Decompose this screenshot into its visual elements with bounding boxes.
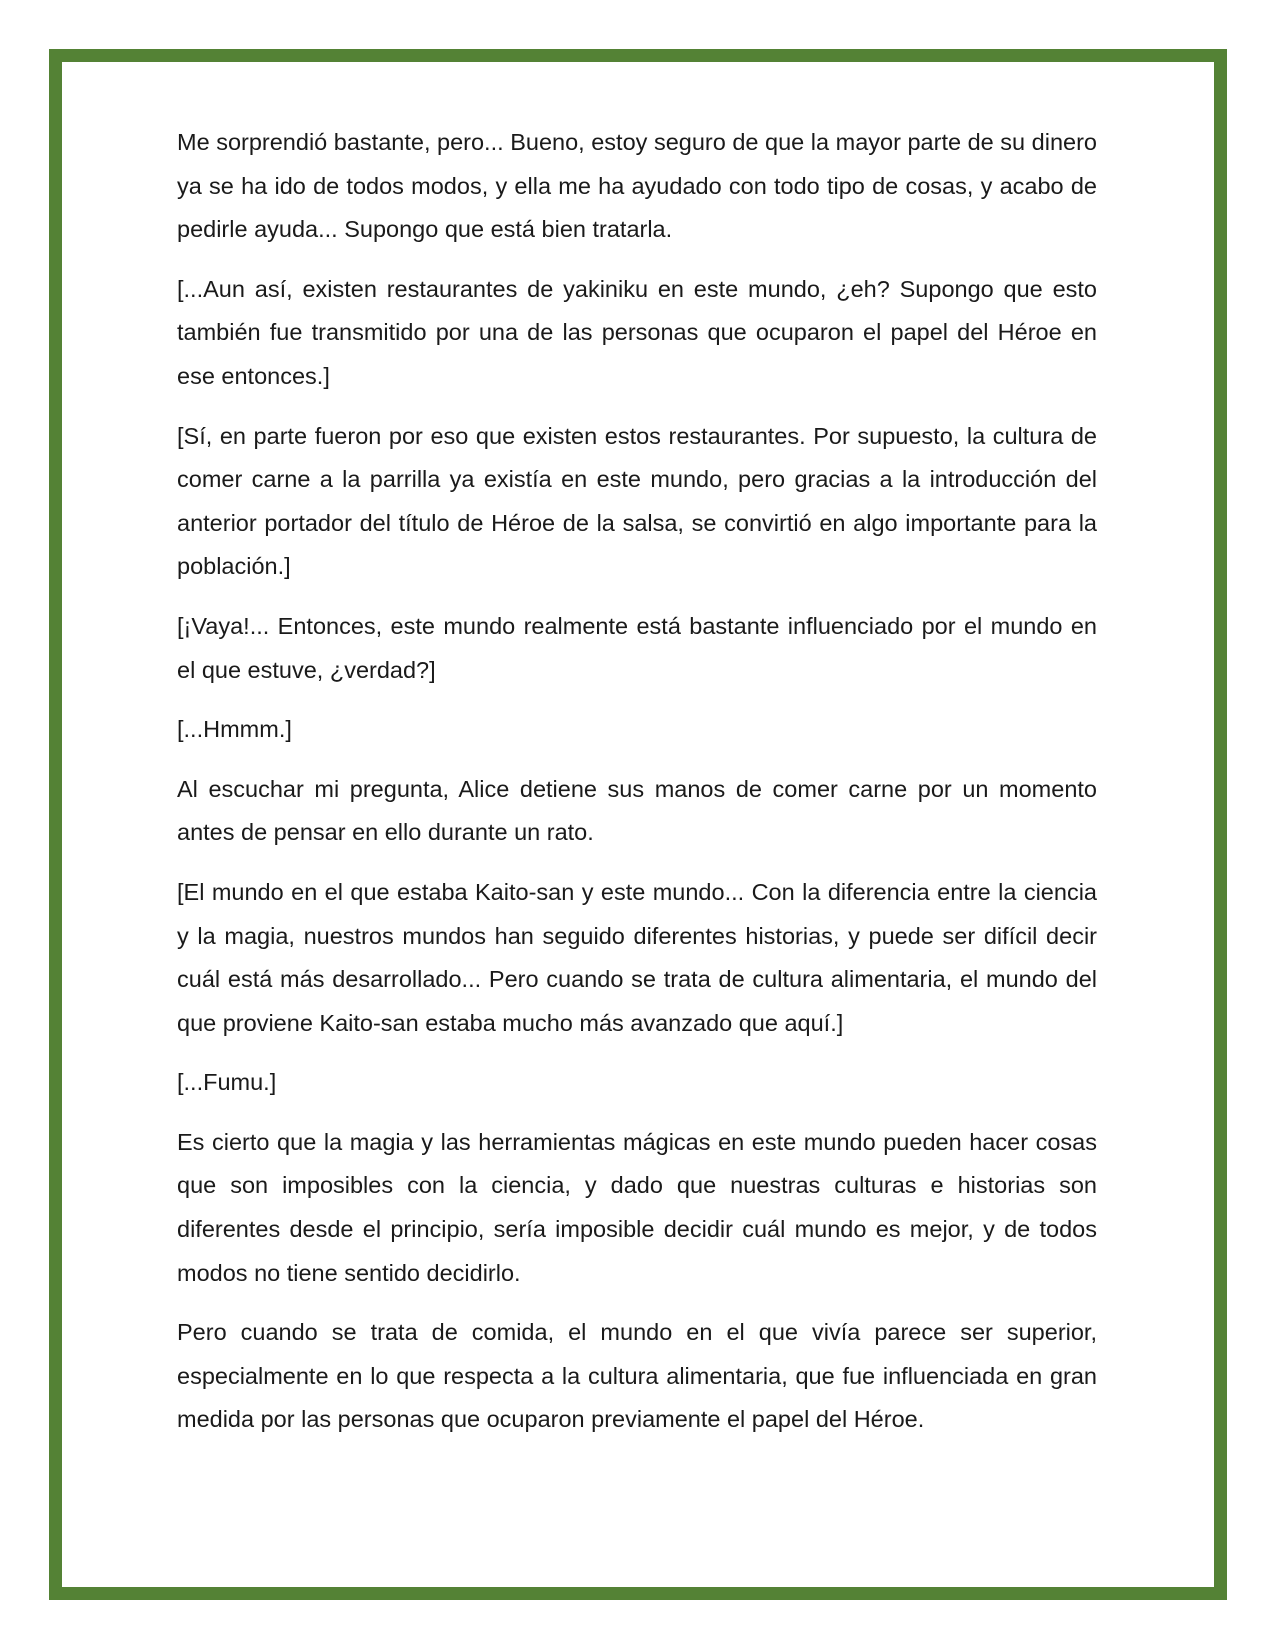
paragraph-6: Al escuchar mi pregunta, Alice detiene sus manos de comer carne por un momento antes de pensar en ello durante un rato. <box>177 775 1097 846</box>
page-body-text <box>177 121 1097 1458</box>
paragraph-1: Me sorprendió bastante, pero... Bueno, estoy seguro de que la mayor parte de su dinero ya se ha ido de todos modos, y ella me ha ayudado con todo tipo de cosas, y acabo de pedirle ayuda... Supongo que está bien tratarla. <box>177 129 1097 243</box>
paragraph-8: [...Fumu.] <box>177 1069 277 1096</box>
paragraph-4: [¡Vaya!... Entonces, este mundo realmente está bastante influenciado por el mundo en el que estuve, ¿verdad?] <box>177 612 1097 683</box>
paragraph-5: [...Hmmm.] <box>177 716 292 743</box>
paragraph-3: [Sí, en parte fueron por eso que existen estos restaurantes. Por supuesto, la cultura de comer carne a la parrilla ya existía en este mundo, pero gracias a la introducción del anterior portador del título de Héroe de la salsa, se convirtió en algo importante para la población.] <box>177 422 1097 580</box>
paragraph-9: Es cierto que la magia y las herramientas mágicas en este mundo pueden hacer cosas que son imposibles con la ciencia, y dado que nuestras culturas e historias son diferentes desde el principio, sería imposible decidir cuál mundo es mejor, y de todos modos no tiene sentido decidirlo. <box>177 1128 1097 1286</box>
paragraph-7: [El mundo en el que estaba Kaito-san y este mundo... Con la diferencia entre la ciencia y la magia, nuestros mundos han seguido diferentes historias, y puede ser difícil decir cuál está más desarrollado... Pero cuando se trata de cultura alimentaria, el mundo del que proviene Kaito-san estaba mucho más avanzado que aquí.] <box>177 878 1097 1036</box>
paragraph-10: Pero cuando se trata de comida, el mundo en el que vivía parece ser superior, especialmente en lo que respecta a la cultura alimentaria, que fue influenciada en gran medida por las personas que ocuparon previamente el papel del Héroe. <box>177 1319 1097 1433</box>
paragraph-2: [...Aun así, existen restaurantes de yakiniku en este mundo, ¿eh? Supongo que esto también fue transmitido por una de las personas que ocuparon el papel del Héroe en ese entonces.] <box>177 275 1097 389</box>
